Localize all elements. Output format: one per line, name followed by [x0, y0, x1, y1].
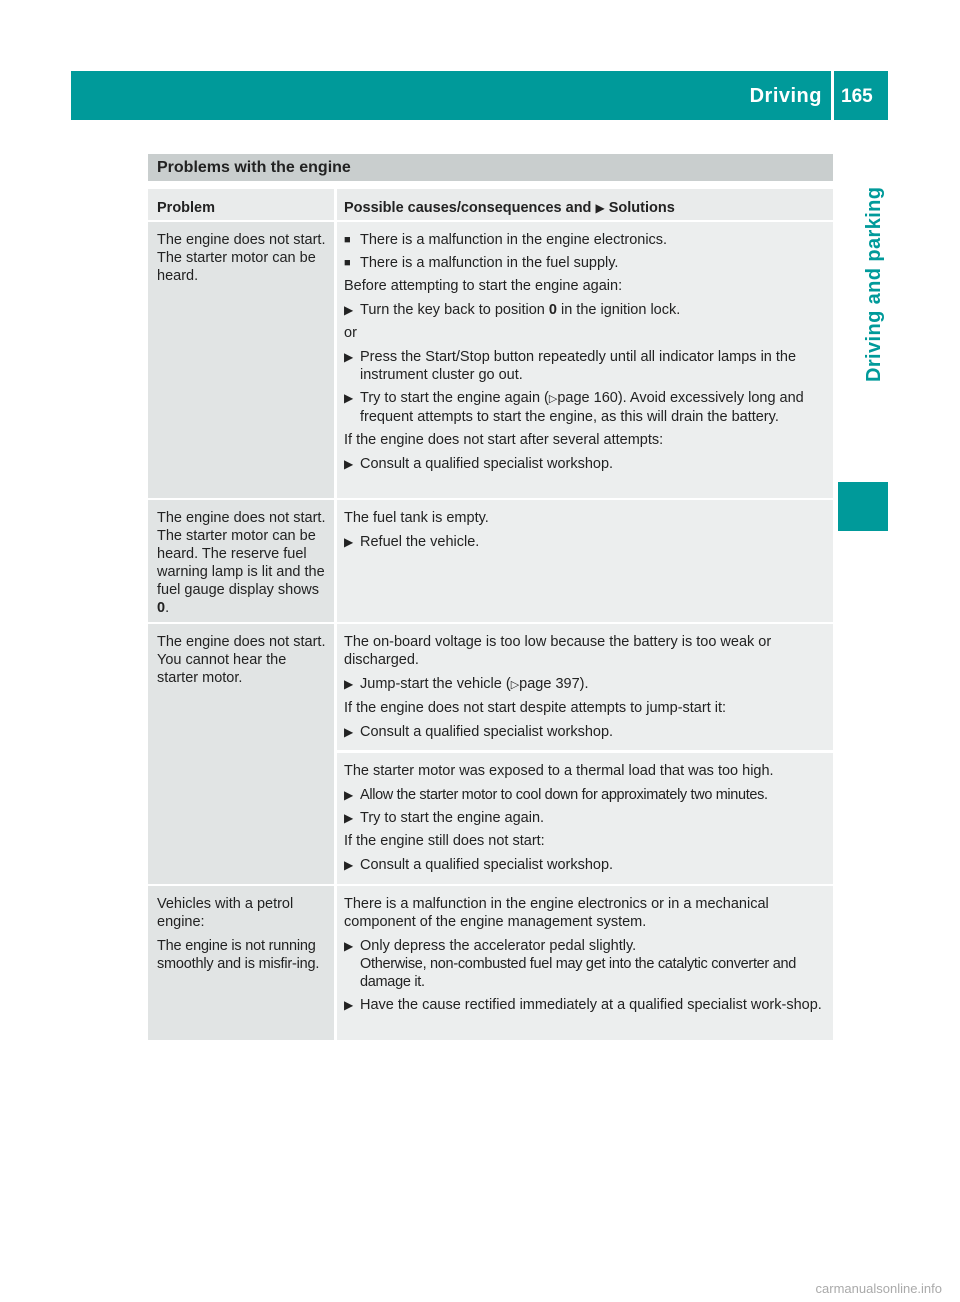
side-tab [838, 122, 888, 482]
arrow-icon: ▶ [344, 998, 354, 1012]
footer-watermark: carmanualsonline.info [815, 1281, 942, 1296]
solutions-column-header: Possible causes/consequences and ▶ Solutions [337, 189, 833, 220]
problem-column-header: Problem [148, 189, 334, 220]
problem-cell: The engine does not start. You cannot hear the starter motor. [148, 624, 334, 884]
problem-cell: The engine does not start. The starter motor can be heard. The reserve fuel warning lamp is lit and the fuel gauge display shows 0. [148, 500, 334, 622]
arrow-icon: ▶ [344, 858, 354, 872]
table-row [148, 624, 833, 884]
solution-cell: ■ There is a malfunction in the engine electronics. ■ There is a malfunction in the fuel supply. Before attempting to start the engine again: ▶ Turn the key back to position 0 in the ignition lock. or ▶ Press the Start/Stop button repeatedly until all indicator lamps in the instrument cluster go out. ▶ Try to start the engine again (▷page 160). Avoid excessively long and frequent attempts to start the engine, as this will drain the battery. If the engine does not start after several attempts: ▶ Consult a qualified specialist workshop. [337, 222, 833, 498]
arrow-icon: ▶ [344, 391, 354, 405]
arrow-icon: ▶ [595, 201, 605, 215]
arrow-icon: ▶ [344, 725, 354, 739]
solution-cell: The starter motor was exposed to a thermal load that was too high. ▶ Allow the starter motor to cool down for approximately two minutes. ▶ Try to start the engine again. If the engine still does not start: ▶ Consult a qualified specialist workshop. [337, 753, 833, 884]
problem-cell: The engine does not start. The starter motor can be heard. [148, 222, 334, 498]
arrow-icon: ▶ [344, 788, 353, 802]
arrow-icon: ▶ [344, 303, 354, 317]
solution-cell: There is a malfunction in the engine electronics or in a mechanical component of the engine management system. ▶ Only depress the accelerator pedal slightly. Otherwise, non-combusted fuel may get into the catalytic converter and damage it. ▶ Have the cause rectified immediately at a qualified specialist work-shop. [337, 886, 833, 1040]
page-ref-icon: ▷ [548, 393, 558, 405]
side-tab-label: Driving and parking [863, 186, 885, 382]
solution-cell: The fuel tank is empty. ▶ Refuel the vehicle. [337, 500, 833, 622]
table-row [148, 886, 833, 1040]
solution-cell: The on-board voltage is too low because the battery is too weak or discharged. ▶ Jump-start the vehicle (▷page 397). If the engine does not start despite attempts to jump-start it: ▶ Consult a qualified specialist workshop. [337, 624, 833, 750]
arrow-icon: ▶ [344, 535, 354, 549]
page-number: 165 [841, 86, 873, 107]
table-header-row [148, 189, 833, 220]
arrow-icon: ▶ [344, 811, 354, 825]
page-ref-icon: ▷ [510, 679, 520, 691]
chapter-title: Driving [749, 85, 822, 107]
arrow-icon: ▶ [344, 939, 354, 953]
arrow-icon: ▶ [344, 350, 354, 364]
bullet-icon: ■ [344, 234, 351, 246]
table-row [148, 500, 833, 622]
bullet-icon: ■ [344, 257, 351, 269]
section-title: Problems with the engine [148, 154, 833, 181]
arrow-icon: ▶ [344, 677, 354, 691]
arrow-icon: ▶ [344, 457, 354, 471]
side-tab-marker [838, 482, 888, 531]
problem-cell: Vehicles with a petrol engine: The engine is not running smoothly and is misfir-ing. [148, 886, 334, 1040]
table-row [148, 222, 833, 498]
page-header-bar [71, 71, 888, 120]
header-divider [831, 71, 834, 120]
